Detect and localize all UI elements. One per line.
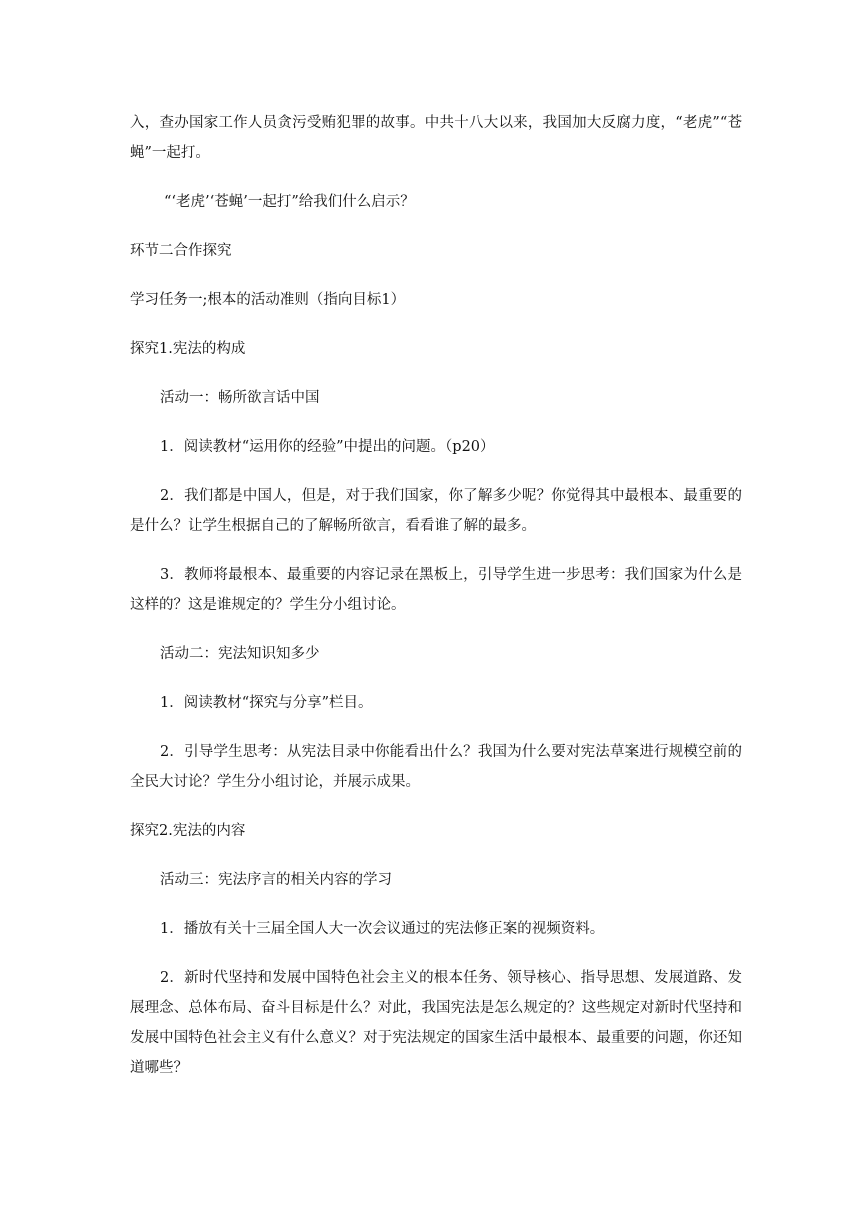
activity-heading-2: 活动二：宪法知识知多少 bbox=[160, 646, 320, 662]
list-item: 1．阅读教材“运用你的经验”中提出的问题。（p20） bbox=[160, 439, 495, 455]
inquiry-heading-2: 探究2.宪法的内容 bbox=[130, 823, 246, 839]
document-body bbox=[130, 108, 742, 1102]
activity-heading-1: 活动一：畅所欲言话中国 bbox=[160, 390, 320, 406]
list-item: 1．播放有关十三届全国人大一次会议通过的宪法修正案的视频资料。 bbox=[160, 921, 605, 937]
section-heading: 环节二合作探究 bbox=[130, 243, 232, 259]
list-item: 2．我们都是中国人，但是，对于我们国家，你了解多少呢？你觉得其中最根本、最重要的是什么？让学生根据自己的了解畅所欲言，看看谁了解的最多。 bbox=[130, 488, 742, 534]
list-item: 2．引导学生思考：从宪法目录中你能看出什么？我国为什么要对宪法草案进行规模空前的全民大讨论？学生分小组讨论，并展示成果。 bbox=[130, 744, 742, 790]
list-item: 3．教师将最根本、最重要的内容记录在黑板上，引导学生进一步思考：我们国家为什么是这样的？这是谁规定的？学生分小组讨论。 bbox=[130, 567, 742, 613]
list-item: 1．阅读教材“探究与分享”栏目。 bbox=[160, 695, 373, 711]
task-heading: 学习任务一;根本的活动准则（指向目标1） bbox=[130, 292, 406, 308]
list-item: 2．新时代坚持和发展中国特色社会主义的根本任务、领导核心、指导思想、发展道路、发展理念、总体布局、奋斗目标是什么？对此，我国宪法是怎么规定的？这些规定对新时代坚持和发展中国特色社会主义有什么意义？对于宪法规定的国家生活中最根本、最重要的问题，你还知道哪些？ bbox=[130, 970, 742, 1076]
paragraph-question: “‘老虎’‘苍蝇’一起打”给我们什么启示？ bbox=[164, 194, 415, 210]
paragraph-continuation: 入，查办国家工作人员贪污受贿犯罪的故事。中共十八大以来，我国加大反腐力度，“老虎”“苍蝇”一起打。 bbox=[130, 115, 742, 161]
activity-heading-3: 活动三：宪法序言的相关内容的学习 bbox=[160, 872, 392, 888]
inquiry-heading-1: 探究1.宪法的构成 bbox=[130, 341, 246, 357]
